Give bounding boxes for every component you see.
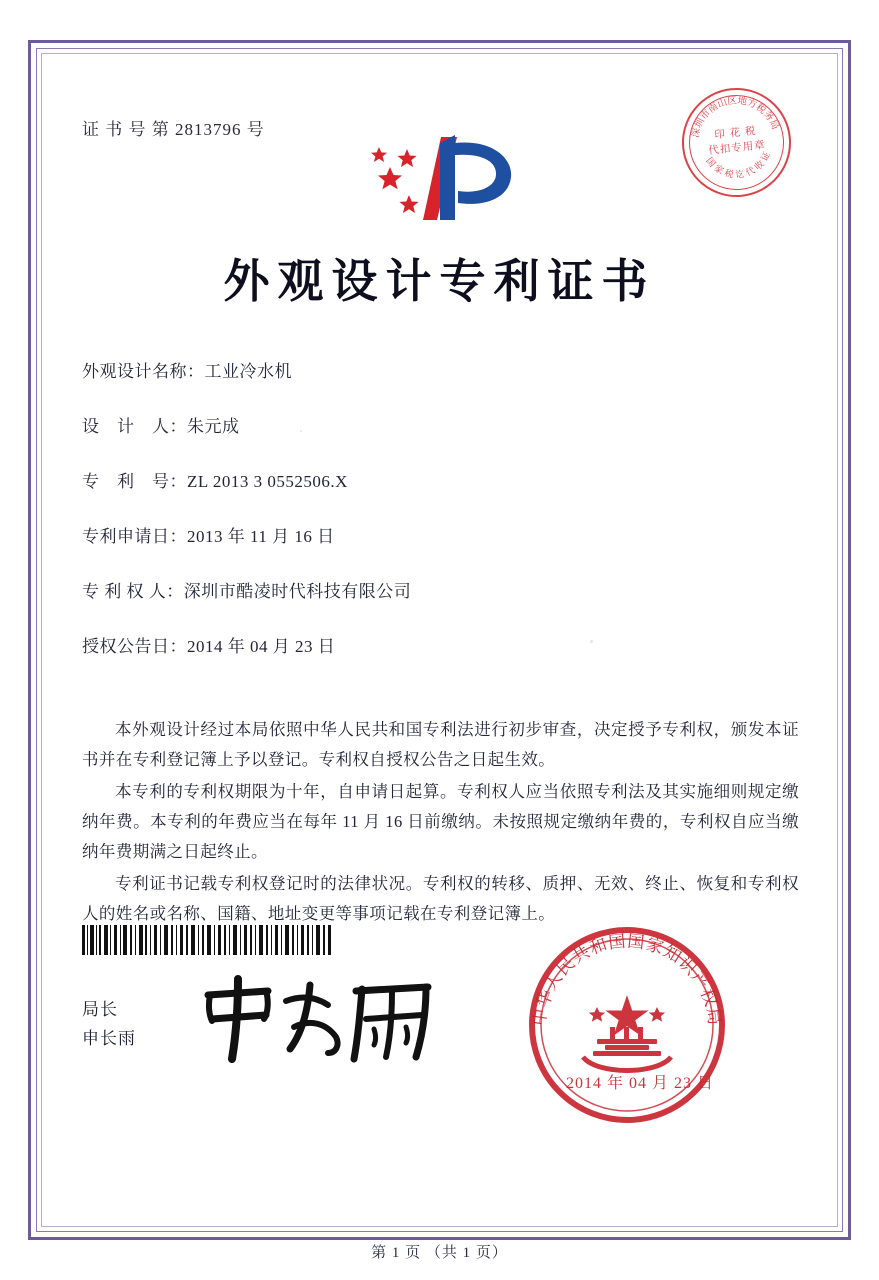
- field-separator: ：: [166, 582, 184, 601]
- signature-title: 局长: [82, 1000, 118, 1019]
- paragraph-2: 本专利的专利权期限为十年，自申请日起算。专利权人应当依照专利法及其实施细则规定缴纳年费。本专利的年费应当在每年 11 月 16 日前缴纳。未按照规定缴纳年费的，专利权自应当缴纳年费期满之日起终止。: [82, 782, 799, 861]
- tax-stamp-arc-bottom-text: 国 家 税 讫 代 收 证: [703, 150, 773, 181]
- field-value: ZL 2013 3 0552506.X: [187, 472, 348, 491]
- seal-date: 2014 年 04 月 23 日: [565, 1075, 714, 1092]
- field-label: 专利申请日: [82, 527, 170, 546]
- field-application-date: [82, 525, 797, 549]
- paragraph-3: 专利证书记载专利权登记时的法律状况。专利权的转移、质押、无效、终止、恢复和专利权人的姓名或名称、国籍、地址变更等事项记载在专利登记簿上。: [82, 874, 799, 923]
- tax-stamp-line2: 代扣专用章: [707, 138, 767, 157]
- field-value: 朱元成: [187, 417, 240, 436]
- barcode: [82, 925, 332, 955]
- field-label: 设 计 人: [82, 417, 170, 436]
- field-grant-date: [82, 635, 797, 659]
- field-separator: ：: [169, 472, 187, 491]
- paragraph-1: 本外观设计经过本局依照中华人民共和国专利法进行初步审查，决定授予专利权，颁发本证书并在专利登记簿上予以登记。专利权自授权公告之日起生效。: [82, 720, 799, 769]
- signature-block: [82, 995, 136, 1053]
- field-value: 深圳市酷凌时代科技有限公司: [183, 582, 412, 601]
- legal-text: [82, 715, 799, 931]
- certificate-number: 证 书 号 第 2813796 号: [82, 120, 265, 139]
- page-title: 外观设计专利证书: [223, 254, 656, 308]
- page-footer: 第 1 页 （共 1 页）: [371, 1245, 508, 1261]
- field-value: 工业冷水机: [204, 362, 292, 381]
- sipo-logo-icon: [345, 125, 535, 235]
- field-value: 2014 年 04 月 23 日: [187, 637, 336, 656]
- field-separator: ：: [187, 362, 205, 381]
- field-list: [82, 360, 797, 690]
- tax-stamp-seal: [677, 83, 797, 203]
- signature-name: 申长雨: [82, 1029, 136, 1048]
- scan-speck: [300, 430, 302, 432]
- tax-stamp-line1: 印 花 税: [713, 124, 758, 142]
- seal-arc-text: 中华人民共和国国家知识产权局: [529, 931, 725, 1028]
- field-label: 外观设计名称: [82, 362, 187, 381]
- field-label: 授权公告日: [82, 637, 170, 656]
- field-patent-number: [82, 470, 797, 494]
- field-separator: ：: [169, 417, 187, 436]
- field-label: 专 利 号: [82, 472, 170, 491]
- tax-stamp-arc-top-text: 深圳市南山区地方税务局: [690, 95, 781, 139]
- field-value: 2013 年 11 月 16 日: [187, 527, 335, 546]
- field-separator: ：: [169, 637, 187, 656]
- national-seal: [527, 925, 727, 1125]
- field-separator: ：: [169, 527, 187, 546]
- field-designer: [82, 415, 797, 439]
- scan-speck: [590, 640, 593, 643]
- field-patentee: [82, 580, 797, 604]
- handwritten-signature: [190, 975, 440, 1065]
- certificate-content: [60, 70, 819, 1210]
- field-label: 专 利 权 人: [82, 582, 167, 601]
- field-design-name: [82, 360, 797, 384]
